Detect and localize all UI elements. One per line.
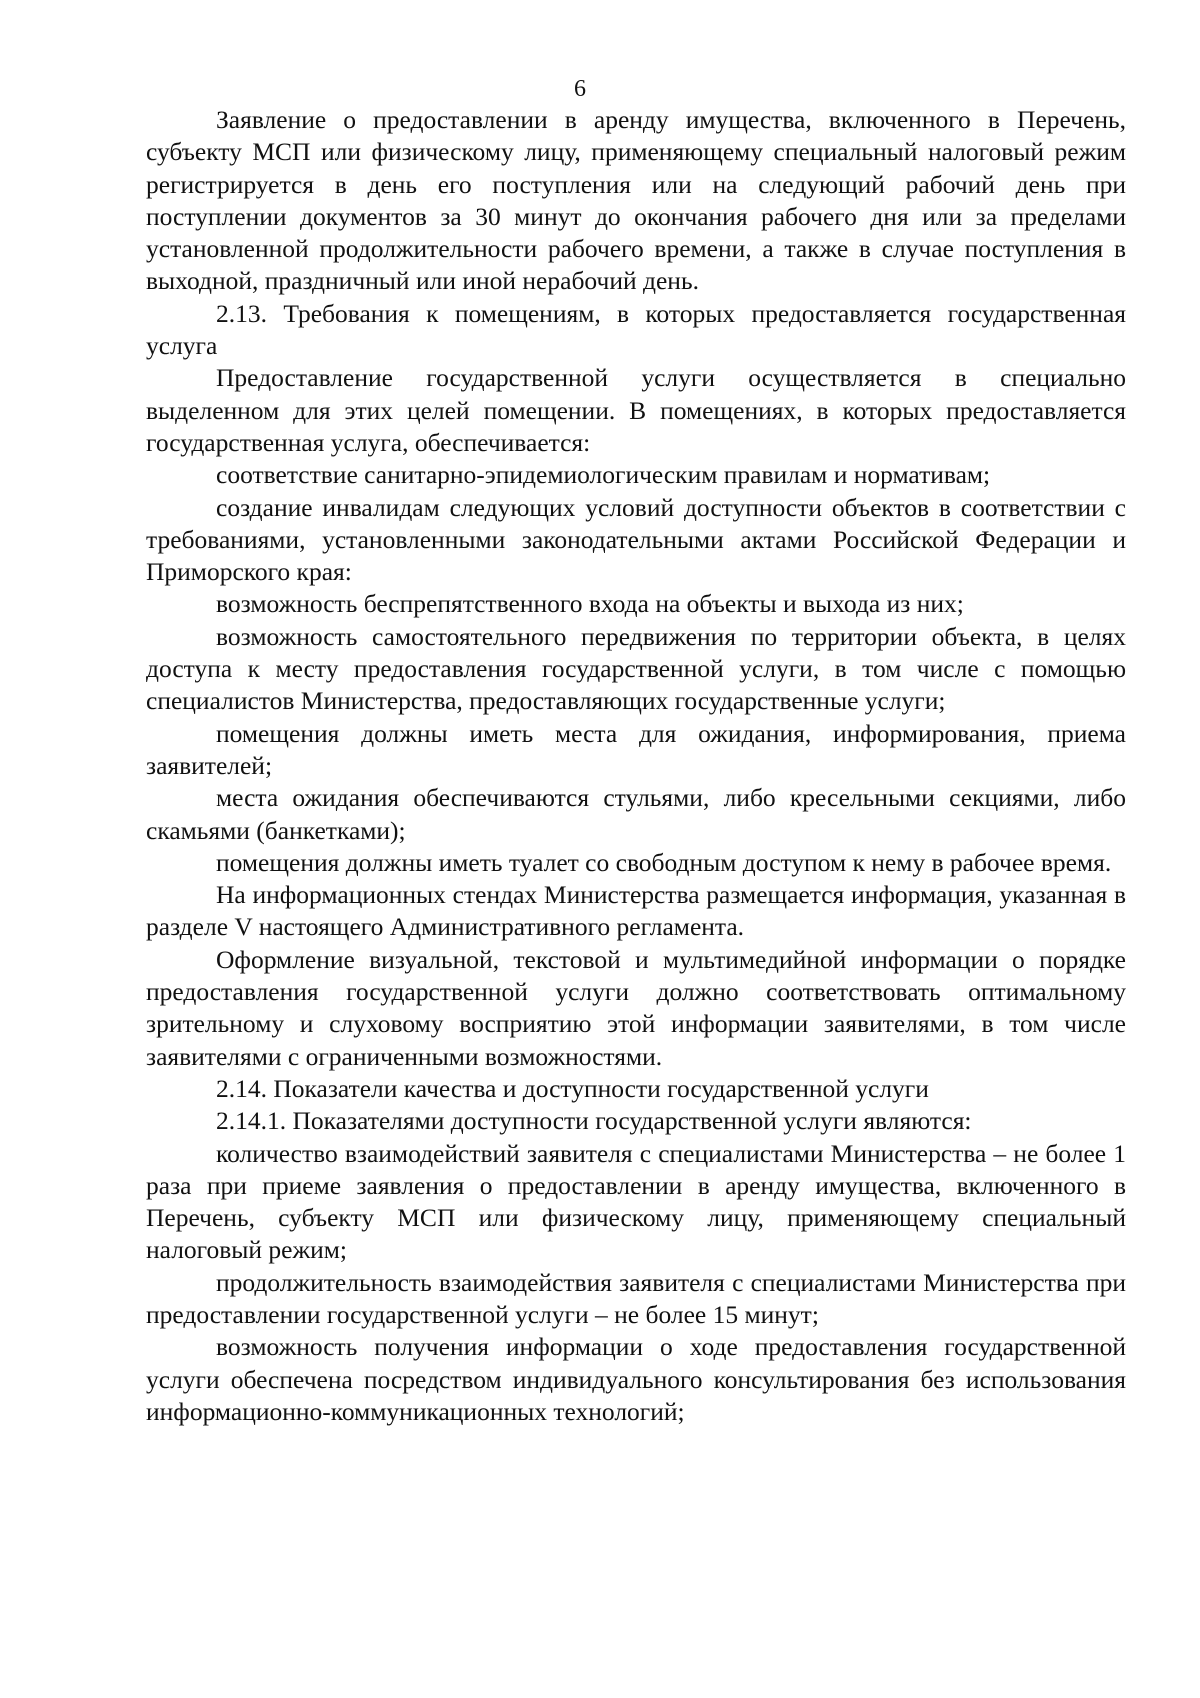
paragraph-premises-provision: Предоставление государственной услуги осуществляется в специально выделенном для этих целей помещении. В помещениях, в которых предоставляется государственная услуга, обеспечивается: [146, 363, 1126, 457]
list-item-waiting-places: помещения должны иметь места для ожидания, информирования, приема заявителей; [146, 718, 1126, 780]
paragraph-information-stands: На информационных стендах Министерства размещается информация, указанная в разделе V настоящего Административного регламента. [146, 880, 1126, 942]
list-item-restroom: помещения должны иметь туалет со свободным доступом к нему в рабочее время. [216, 847, 1112, 877]
list-item-sanitary-compliance: соответствие санитарно-эпидемиологическим правилам и нормативам; [216, 460, 991, 490]
section-heading-2-14-1: 2.14.1. Показателями доступности государственной услуги являются: [216, 1106, 972, 1136]
section-heading-2-13: 2.13. Требования к помещениям, в которых предоставляется государственная услуга [146, 298, 1126, 361]
list-item-seating: места ожидания обеспечиваются стульями, либо кресельными секциями, либо скамьями (банкетками); [146, 783, 1126, 845]
list-item-interaction-duration: продолжительность взаимодействия заявителя с специалистами Министерства при предоставлении государственной услуги – не более 15 минут; [146, 1267, 1126, 1329]
paragraph-information-design: Оформление визуальной, текстовой и мультимедийной информации о порядке предоставления государственной услуги должно соответствовать оптимальному зрительному и слуховому восприятию этой информации заявителями, в том числе заявителями с ограниченными возможностями. [146, 944, 1126, 1071]
list-item-accessibility-conditions: создание инвалидам следующих условий доступности объектов в соответствии с требованиями, установленными законодательными актами Российской Федерации и Приморского края: [146, 492, 1126, 587]
document-body [146, 104, 1126, 1428]
list-item-unobstructed-entry: возможность беспрепятственного входа на объекты и выхода из них; [216, 589, 964, 619]
section-heading-2-14: 2.14. Показатели качества и доступности государственной услуги [216, 1073, 929, 1103]
list-item-independent-movement: возможность самостоятельного передвижения по территории объекта, в целях доступа к месту предоставления государственной услуги, в том числе с помощью специалистов Министерства, предоставляющих государственные услуги; [146, 621, 1126, 716]
list-item-progress-information: возможность получения информации о ходе предоставления государственной услуги обеспечена посредством индивидуального консультирования без использования информационно-коммуникационных технологий; [146, 1332, 1126, 1426]
paragraph-application-registration: Заявление о предоставлении в аренду имущества, включенного в Перечень, субъекту МСП или физическому лицу, применяющему специальный налоговый режим регистрируется в день его поступления или на следующий рабочий день при поступлении документов за 30 минут до окончания рабочего дня или за пределами установленной продолжительности рабочего времени, а также в случае поступления в выходной, праздничный или иной нерабочий день. [146, 105, 1126, 296]
list-item-interaction-count: количество взаимодействий заявителя с специалистами Министерства – не более 1 раза при приеме заявления о предоставлении в аренду имущества, включенного в Перечень, субъекту МСП или физическому лицу, применяющему специальный налоговый режим; [146, 1138, 1126, 1265]
page-number: 6 [574, 76, 586, 102]
